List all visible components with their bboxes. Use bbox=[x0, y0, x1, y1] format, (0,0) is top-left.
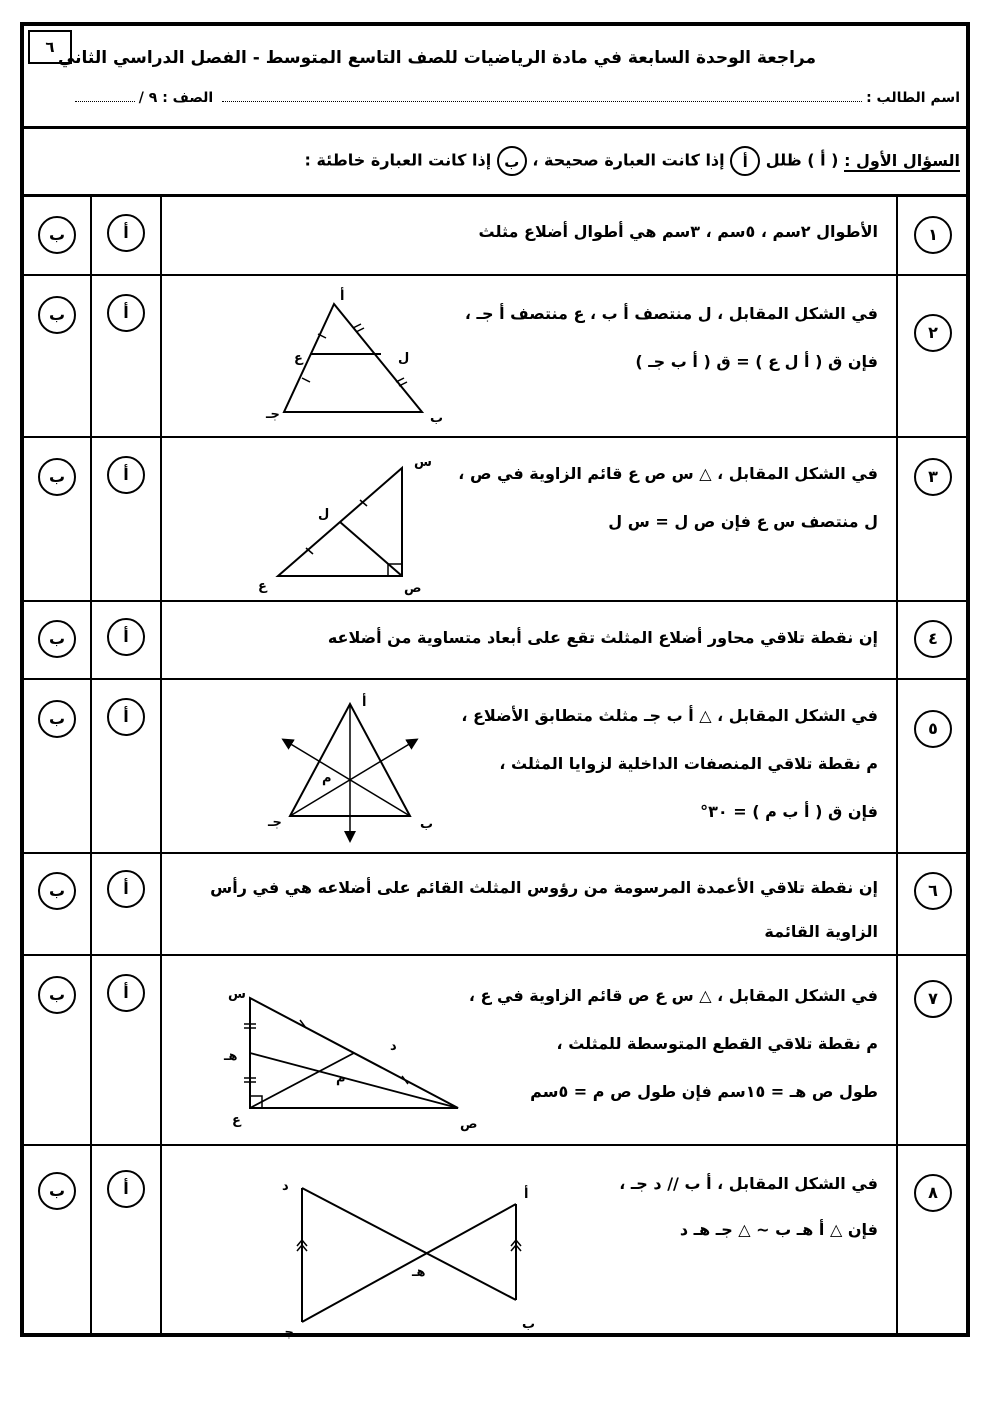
label-l: ل bbox=[318, 507, 330, 522]
option-b-bubble[interactable]: ب bbox=[38, 216, 76, 254]
question-text: الأطوال ٢سم ، ٥سم ، ٣سم هي أطوال أضلاع مثلث bbox=[478, 222, 878, 241]
option-a-bubble[interactable]: أ bbox=[107, 698, 145, 736]
option-a-bubble[interactable]: أ bbox=[107, 456, 145, 494]
label-b: ب bbox=[522, 1317, 536, 1332]
label-a: أ bbox=[340, 289, 345, 304]
right-triangle-medians-figure bbox=[220, 984, 490, 1134]
question-label: السؤال الأول : bbox=[844, 150, 960, 170]
question-number: ٧ bbox=[914, 980, 952, 1018]
label-b: ب bbox=[420, 817, 434, 832]
class-label: الصف : ٩ / bbox=[138, 90, 214, 106]
question-text-line-3: طول ص هـ = ١٥سم فإن طول ص م = ٥سم bbox=[530, 1082, 878, 1101]
class-field[interactable] bbox=[75, 91, 135, 102]
question-row-8 bbox=[24, 1146, 966, 1340]
option-b-bubble[interactable]: ب bbox=[38, 620, 76, 658]
bowtie-similar-triangles-figure bbox=[272, 1172, 552, 1342]
question-text-line-2: م نقطة تلاقي المنصفات الداخلية لزوايا المثلث ، bbox=[499, 754, 878, 773]
option-b-bubble[interactable]: ب bbox=[38, 872, 76, 910]
question-number: ٨ bbox=[914, 1174, 952, 1212]
question-text-line-1: في الشكل المقابل ، △ س ص ع قائم الزاوية في ص ، bbox=[458, 464, 878, 483]
student-info bbox=[71, 90, 960, 106]
instructions bbox=[305, 146, 961, 176]
student-name-field[interactable] bbox=[222, 91, 862, 102]
instruction-text-a: ( أ ) ظلل bbox=[765, 150, 839, 170]
question-row-6 bbox=[24, 854, 966, 954]
option-a-bubble[interactable]: أ bbox=[107, 294, 145, 332]
question-row-7 bbox=[24, 956, 966, 1144]
triangle-midsegment-figure bbox=[264, 286, 464, 436]
label-a: أ bbox=[362, 695, 367, 710]
equilateral-bisectors-figure bbox=[256, 688, 456, 852]
option-a-bubble[interactable]: أ bbox=[107, 870, 145, 908]
label-j: جـ bbox=[266, 407, 280, 422]
question-row-5 bbox=[24, 680, 966, 852]
question-number: ٦ bbox=[914, 872, 952, 910]
option-a-bubble[interactable]: أ bbox=[107, 214, 145, 252]
question-text-line-1: إن نقطة تلاقي الأعمدة المرسومة من رؤوس المثلث القائم على أضلاعه هي في رأس bbox=[210, 878, 878, 897]
label-j: جـ bbox=[280, 1325, 294, 1340]
option-b-bubble[interactable]: ب bbox=[38, 976, 76, 1014]
label-s: س bbox=[414, 455, 432, 470]
question-text-line-1: في الشكل المقابل ، ل منتصف أ ب ، ع منتصف أ جـ ، bbox=[464, 304, 878, 323]
option-b-bubble[interactable]: ب bbox=[38, 458, 76, 496]
option-b-bubble[interactable]: ب bbox=[38, 296, 76, 334]
label-h: هـ bbox=[224, 1049, 238, 1064]
option-b-bubble[interactable]: ب bbox=[38, 1172, 76, 1210]
question-row-1 bbox=[24, 196, 966, 274]
question-text-line-2: ل منتصف س ع فإن ص ل = س ل bbox=[608, 512, 878, 531]
question-text-line-1: في الشكل المقابل ، △ أ ب جـ مثلث متطابق الأضلاع ، bbox=[461, 706, 878, 725]
instruction-text-c: إذا كانت العبارة خاطئة : bbox=[304, 150, 492, 170]
question-text-line-2: فإن ق ( أ ل ع ) = ق ( أ ب جـ ) bbox=[635, 352, 878, 371]
question-row-4 bbox=[24, 602, 966, 678]
right-triangle-median-figure bbox=[254, 448, 454, 598]
label-sad: ص bbox=[404, 581, 422, 596]
divider bbox=[24, 126, 966, 129]
question-number: ٥ bbox=[914, 710, 952, 748]
label-s: س bbox=[228, 987, 246, 1002]
question-number: ٢ bbox=[914, 314, 952, 352]
question-text-line-1: في الشكل المقابل ، △ س ع ص قائم الزاوية في ع ، bbox=[468, 986, 878, 1005]
label-j: جـ bbox=[268, 815, 282, 830]
question-number: ٣ bbox=[914, 458, 952, 496]
label-h: هـ bbox=[412, 1265, 426, 1280]
label-d: د bbox=[282, 1179, 289, 1194]
question-row-3 bbox=[24, 438, 966, 600]
option-a-bubble[interactable]: أ bbox=[107, 618, 145, 656]
student-name-label: اسم الطالب : bbox=[866, 90, 960, 106]
label-l: ل bbox=[398, 351, 410, 366]
instruction-circle-a: أ bbox=[730, 146, 760, 176]
label-ain: ع bbox=[232, 1113, 241, 1128]
question-text-line-2: م نقطة تلاقي القطع المتوسطة للمثلث ، bbox=[556, 1034, 878, 1053]
question-text-line-1: في الشكل المقابل ، أ ب // د جـ ، bbox=[619, 1174, 878, 1193]
question-text-line-2: فإن △ أ هـ ب ~ △ جـ هـ د bbox=[679, 1220, 878, 1239]
instruction-circle-b: ب bbox=[497, 146, 527, 176]
question-text-line-2: الزاوية القائمة bbox=[764, 922, 878, 941]
question-number: ٤ bbox=[914, 620, 952, 658]
option-a-bubble[interactable]: أ bbox=[107, 1170, 145, 1208]
label-m: م bbox=[322, 771, 332, 786]
question-text-line-3: فإن ق ( أ ب م ) = ٣٠° bbox=[700, 802, 878, 821]
worksheet bbox=[20, 22, 970, 1340]
worksheet-title: مراجعة الوحدة السابعة في مادة الرياضيات للصف التاسع المتوسط - الفصل الدراسي الثاني bbox=[57, 48, 816, 68]
page-number: ٦ bbox=[28, 30, 72, 64]
question-text: إن نقطة تلاقي محاور أضلاع المثلث تقع على أبعاد متساوية من أضلاعه bbox=[327, 628, 878, 647]
option-a-bubble[interactable]: أ bbox=[107, 974, 145, 1012]
option-b-bubble[interactable]: ب bbox=[38, 700, 76, 738]
label-sad: ص bbox=[460, 1117, 478, 1132]
question-row-2 bbox=[24, 276, 966, 436]
label-a: أ bbox=[524, 1187, 529, 1202]
label-ain: ع bbox=[294, 351, 303, 366]
instruction-text-b: إذا كانت العبارة صحيحة ، bbox=[532, 150, 725, 170]
label-b: ب bbox=[430, 411, 444, 426]
label-d: د bbox=[390, 1039, 397, 1054]
question-number: ١ bbox=[914, 216, 952, 254]
label-m: م bbox=[336, 1071, 346, 1086]
label-ain: ع bbox=[258, 579, 267, 594]
